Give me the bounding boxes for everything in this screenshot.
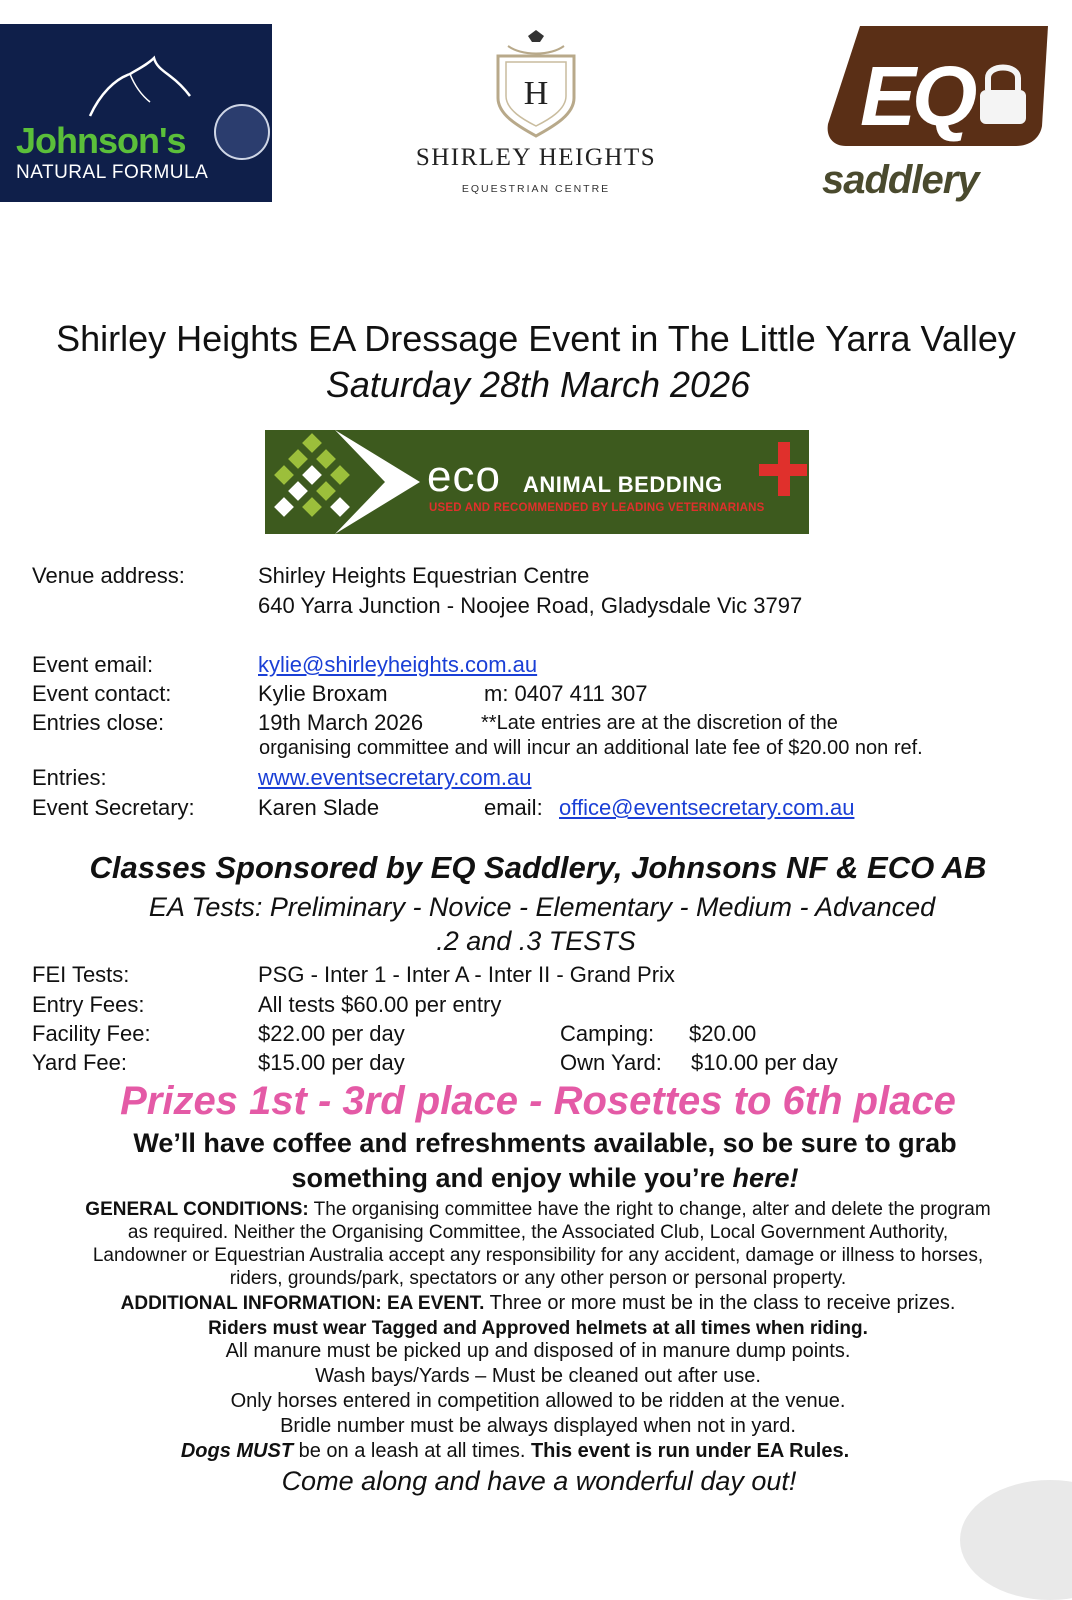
- ea-tests-line2: .2 and .3 TESTS: [436, 926, 636, 956]
- shirley-heights-subtitle: EQUESTRIAN CENTRE: [461, 183, 611, 195]
- seal-icon: [214, 104, 270, 160]
- event-date: Saturday 28th March 2026: [325, 364, 751, 405]
- secretary-name: Karen Slade: [258, 795, 380, 820]
- secretary-email-label: email:: [484, 795, 543, 820]
- general-conditions-text1: The organising committee have the right to change, alter and delete the program: [308, 1199, 991, 1220]
- johnsons-subtitle: NATURAL FORMULA: [16, 162, 209, 183]
- shirley-heights-logo: [400, 28, 672, 198]
- camping-label: Camping:: [560, 1021, 655, 1046]
- general-conditions-line4: riders, grounds/park, spectators or any other person or personal property.: [229, 1268, 847, 1289]
- ea-rules: This event is run under EA Rules.: [530, 1440, 850, 1462]
- secretary-label: Event Secretary:: [32, 795, 195, 820]
- helmet-rule: Riders must wear Tagged and Approved helmets at all times when riding.: [208, 1318, 868, 1339]
- venue-street: 640 Yarra Junction - Noojee Road, Gladysdale Vic 3797: [258, 593, 803, 618]
- coffee-note: [70, 1126, 1020, 1196]
- camping-value: $20.00: [689, 1021, 757, 1046]
- fees-value: All tests $60.00 per entry: [258, 992, 502, 1017]
- shirley-heights-name: SHIRLEY HEIGHTS: [415, 144, 657, 171]
- dogs-leash: be on a leash at all times.: [293, 1440, 531, 1462]
- close-date: 19th March 2026: [258, 710, 424, 735]
- email-label: Event email:: [32, 652, 154, 677]
- entries-label: Entries:: [32, 765, 107, 790]
- sponsor-heading: Classes Sponsored by EQ Saddlery, Johnsons NF & ECO AB: [89, 850, 987, 885]
- additional-info: [20, 1292, 1056, 1315]
- johnsons-brand: Johnson's: [16, 120, 186, 161]
- yard-value: $15.00 per day: [258, 1050, 405, 1075]
- late-note-line2: organising committee and will incur an additional late fee of $20.00 non ref.: [259, 737, 923, 759]
- coffee-line2-here: here!: [732, 1163, 799, 1193]
- fei-label: FEI Tests:: [32, 962, 130, 987]
- dogs-must: Dogs MUST: [180, 1440, 294, 1462]
- contact-label: Event contact:: [32, 681, 172, 706]
- prizes-banner: Prizes 1st - 3rd place - Rosettes to 6th place: [120, 1079, 956, 1123]
- corner-shadow: [960, 1480, 1072, 1600]
- venue-name: Shirley Heights Equestrian Centre: [258, 563, 590, 588]
- general-conditions-line1: [20, 1198, 1056, 1221]
- shield-crest-icon: [400, 28, 672, 140]
- facility-label: Facility Fee:: [32, 1021, 151, 1046]
- johnsons-logo: [0, 24, 272, 202]
- additional-info-text: Three or more must be in the class to receive prizes.: [484, 1292, 956, 1314]
- coffee-line2-text: something and enjoy while you’re: [291, 1163, 733, 1193]
- yard-label: Yard Fee:: [32, 1050, 127, 1075]
- coffee-line1: We’ll have coffee and refreshments available, so be sure to grab: [133, 1128, 957, 1158]
- venue-label: Venue address:: [32, 563, 185, 588]
- eq-saddlery-logo: [820, 26, 1052, 202]
- contact-phone: m: 0407 411 307: [484, 681, 648, 706]
- contact-name: Kylie Broxam: [258, 681, 388, 706]
- closing-line: Come along and have a wonderful day out!: [281, 1466, 797, 1496]
- wash-bay-rule: Wash bays/Yards – Must be cleaned out after use.: [315, 1365, 761, 1387]
- fei-value: PSG - Inter 1 - Inter A - Inter II - Grand Prix: [258, 962, 675, 987]
- general-conditions-line2: as required. Neither the Organising Committee, the Associated Club, Local Government Authority,: [127, 1222, 949, 1243]
- own-yard-value: $10.00 per day: [691, 1050, 838, 1075]
- dogs-rule: [0, 1440, 1030, 1463]
- eq-mark: EQ: [860, 49, 974, 143]
- facility-value: $22.00 per day: [258, 1021, 405, 1046]
- eco-bedding: ANIMAL BEDDING: [523, 472, 723, 497]
- close-label: Entries close:: [32, 710, 165, 735]
- bridle-rule: Bridle number must be always displayed when not in yard.: [280, 1415, 796, 1437]
- general-conditions-label: GENERAL CONDITIONS:: [85, 1199, 309, 1220]
- general-conditions-line3: Landowner or Equestrian Australia accept any responsibility for any accident, damage or illness to horses,: [92, 1245, 984, 1266]
- event-title: Shirley Heights EA Dressage Event in The Little Yarra Valley: [56, 318, 1016, 359]
- manure-rule: All manure must be picked up and disposed of in manure dump points.: [225, 1340, 851, 1362]
- eco-tagline: USED AND RECOMMENDED BY LEADING VETERINARIANS: [429, 502, 765, 514]
- own-yard-label: Own Yard:: [560, 1050, 662, 1075]
- eco-word: eco: [427, 452, 501, 501]
- horses-rule: Only horses entered in competition allowed to be ridden at the venue.: [230, 1390, 846, 1412]
- eq-saddlery-text: saddlery: [822, 158, 979, 202]
- ea-tests-line1: EA Tests: Preliminary - Novice - Elementary - Medium - Advanced: [148, 892, 936, 922]
- late-note-line1: **Late entries are at the discretion of the: [481, 712, 838, 734]
- fees-label: Entry Fees:: [32, 992, 145, 1017]
- event-email-link[interactable]: kylie@shirleyheights.com.au: [258, 652, 538, 677]
- diamond-pattern-icon: [265, 430, 425, 534]
- secretary-email-link[interactable]: office@eventsecretary.com.au: [559, 795, 855, 820]
- entries-link[interactable]: www.eventsecretary.com.au: [258, 765, 532, 790]
- red-cross-icon-bar: [759, 464, 807, 476]
- eco-animal-bedding-banner: [265, 430, 809, 534]
- coffee-line2: [70, 1161, 1020, 1196]
- general-conditions: [20, 1198, 1056, 1290]
- horse-head-icon: [70, 54, 220, 124]
- additional-info-label: ADDITIONAL INFORMATION: EA EVENT.: [120, 1293, 485, 1314]
- svg-text:H: H: [523, 75, 549, 112]
